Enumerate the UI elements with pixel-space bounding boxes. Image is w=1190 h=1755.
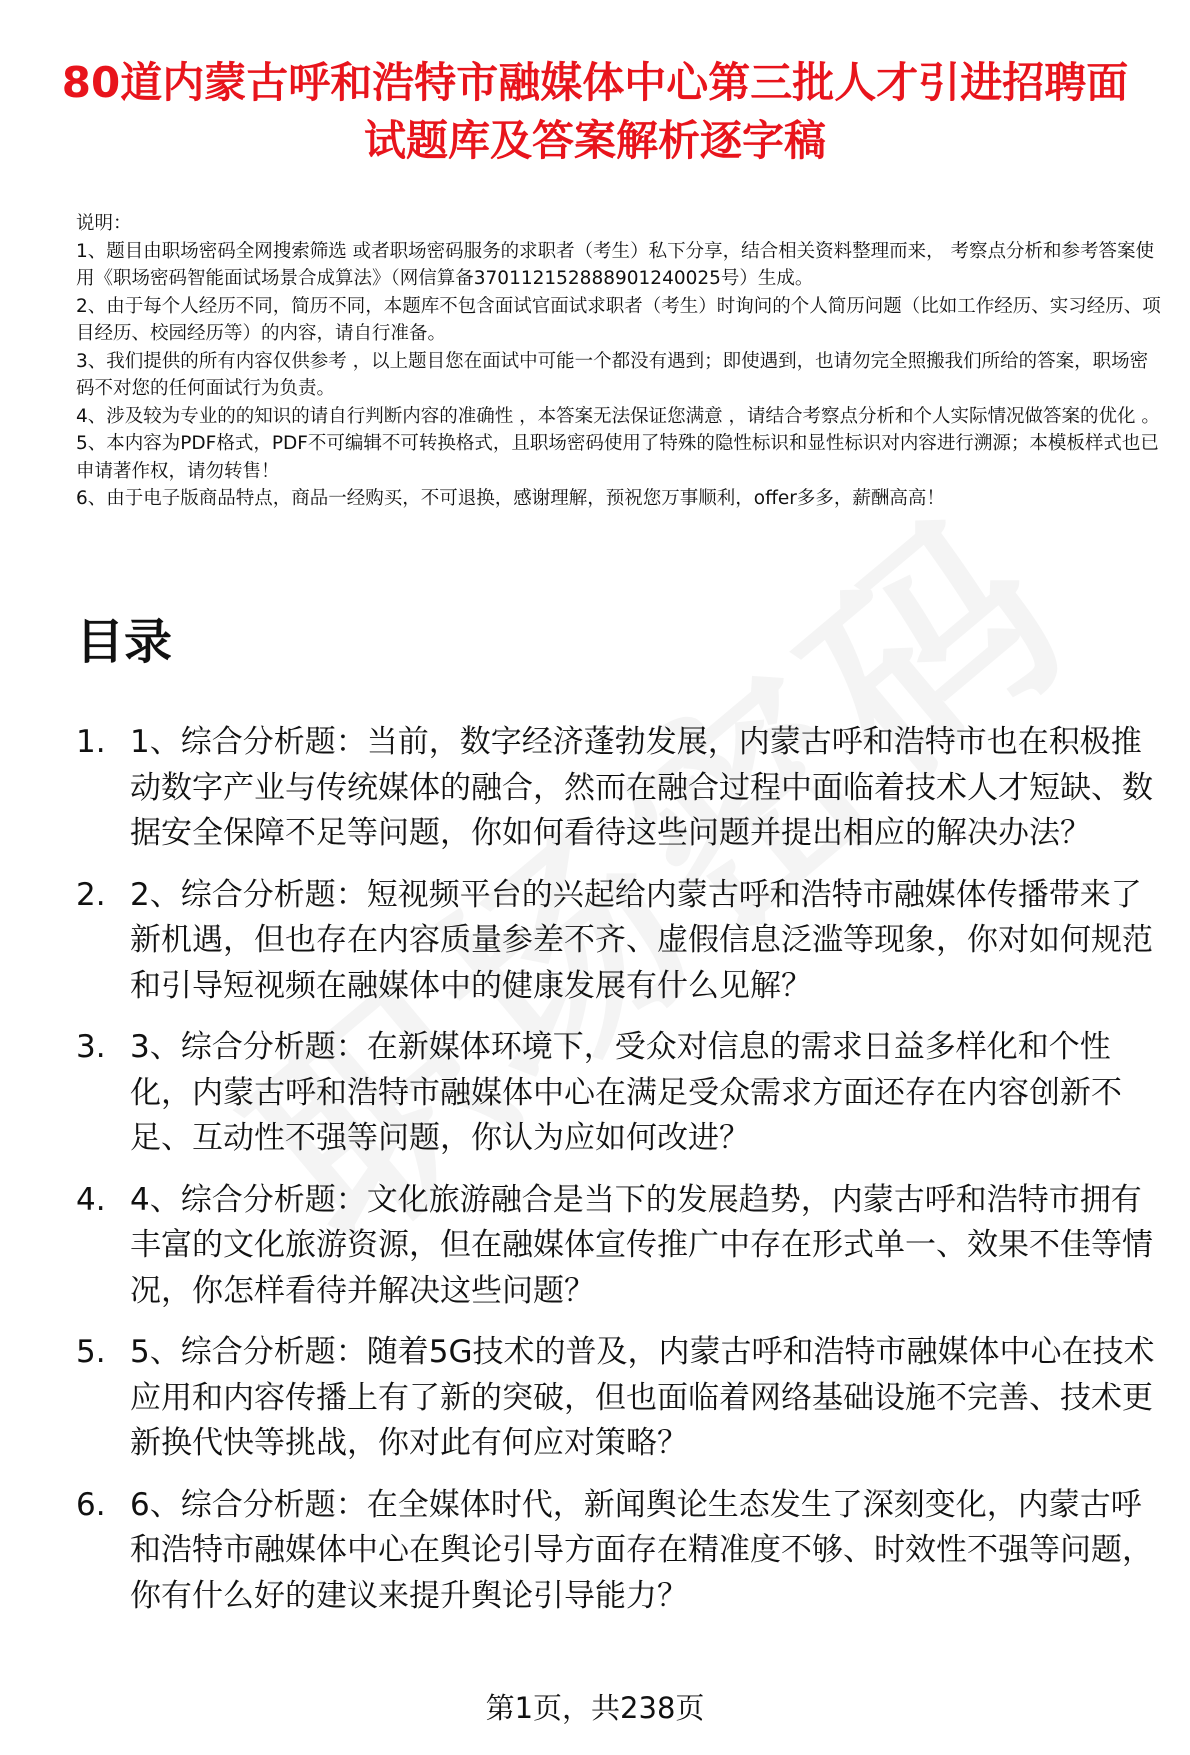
toc-heading: 目录 — [76, 614, 173, 670]
notes-section — [76, 210, 1166, 513]
note-item-2: 2、由于每个人经历不同，简历不同，本题库不包含面试官面试求职者（考生）时询问的个人简历问题（比如工作经历、实习经历、项目经历、校园经历等）的内容，请自行准备。 — [76, 295, 1161, 344]
toc-item-number: 3. — [76, 1029, 106, 1065]
notes-heading: 说明： — [76, 213, 132, 234]
toc-item-number: 5. — [76, 1334, 106, 1370]
note-item-5: 5、本内容为PDF格式，PDF不可编辑不可转换格式，且职场密码使用了特殊的隐性标识和显性标识对内容进行溯源；本模板样式也已申请著作权，请勿转售！ — [76, 433, 1159, 482]
note-item-1: 1、题目由职场密码全网搜索筛选 或者职场密码服务的求职者（考生）私下分享，结合相关资料整理而来， 考察点分析和参考答案使用《职场密码智能面试场景合成算法》（网信算备370112152888901240025号）生成。 — [76, 240, 1155, 289]
toc-item-6[interactable] — [76, 1483, 1166, 1620]
toc-item-text: 3、综合分析题：在新媒体环境下，受众对信息的需求日益多样化和个性化，内蒙古呼和浩特市融媒体中心在满足受众需求方面还存在内容创新不足、互动性不强等问题，你认为应如何改进？ — [130, 1029, 1122, 1156]
toc-item-text: 4、综合分析题：文化旅游融合是当下的发展趋势，内蒙古呼和浩特市拥有丰富的文化旅游资源，但在融媒体宣传推广中存在形式单一、效果不佳等情况，你怎样看待并解决这些问题？ — [130, 1181, 1153, 1309]
toc-item-2[interactable] — [76, 873, 1166, 1010]
toc-item-number: 6. — [76, 1486, 106, 1523]
toc-item-text: 6、综合分析题：在全媒体时代，新闻舆论生态发生了深刻变化，内蒙古呼和浩特市融媒体中心在舆论引导方面存在精准度不够、时效性不强等问题，你有什么好的建议来提升舆论引导能力？ — [130, 1486, 1153, 1614]
note-item-6: 6、由于电子版商品特点，商品一经购买，不可退换，感谢理解，预祝您万事顺利，offer多多，薪酬高高！ — [76, 488, 945, 509]
toc-item-text: 1、综合分析题：当前，数字经济蓬勃发展，内蒙古呼和浩特市也在积极推动数字产业与传统媒体的融合，然而在融合过程中面临着技术人才短缺、数据安全保障不足等问题，你如何看待这些问题并提出相应的解决办法？ — [130, 724, 1153, 851]
page-number: 第1页，共238页 — [485, 1691, 705, 1725]
toc-item-number: 4. — [76, 1181, 106, 1218]
toc-item-number: 2. — [76, 876, 106, 913]
toc-item-3[interactable] — [76, 1025, 1166, 1162]
toc-item-number: 1. — [76, 724, 106, 760]
toc-item-5[interactable] — [76, 1330, 1166, 1467]
toc-item-text: 5、综合分析题：随着5G技术的普及，内蒙古呼和浩特市融媒体中心在技术应用和内容传播上有了新的突破，但也面临着网络基础设施不完善、技术更新换代快等挑战，你对此有何应对策略？ — [130, 1334, 1155, 1461]
toc-item-4[interactable] — [76, 1178, 1166, 1315]
toc-item-1[interactable] — [76, 720, 1166, 857]
note-item-4: 4、涉及较为专业的的知识的请自行判断内容的准确性 ，本答案无法保证您满意 ，请结合考察点分析和个人实际情况做答案的优化 。 — [76, 405, 1160, 427]
toc-item-text: 2、综合分析题：短视频平台的兴起给内蒙古呼和浩特市融媒体传播带来了新机遇，但也存在内容质量参差不齐、虚假信息泛滥等现象，你对如何规范和引导短视频在融媒体中的健康发展有什么见解？ — [130, 876, 1153, 1004]
note-item-3: 3、我们提供的所有内容仅供参考 ，以上题目您在面试中可能一个都没有遇到；即使遇到，也请勿完全照搬我们所给的答案，职场密码不对您的任何面试行为负责。 — [76, 350, 1149, 399]
document-title: 80道内蒙古呼和浩特市融媒体中心第三批人才引进招聘面试题库及答案解析逐字稿 — [61, 58, 1129, 165]
toc-list — [76, 720, 1166, 1635]
